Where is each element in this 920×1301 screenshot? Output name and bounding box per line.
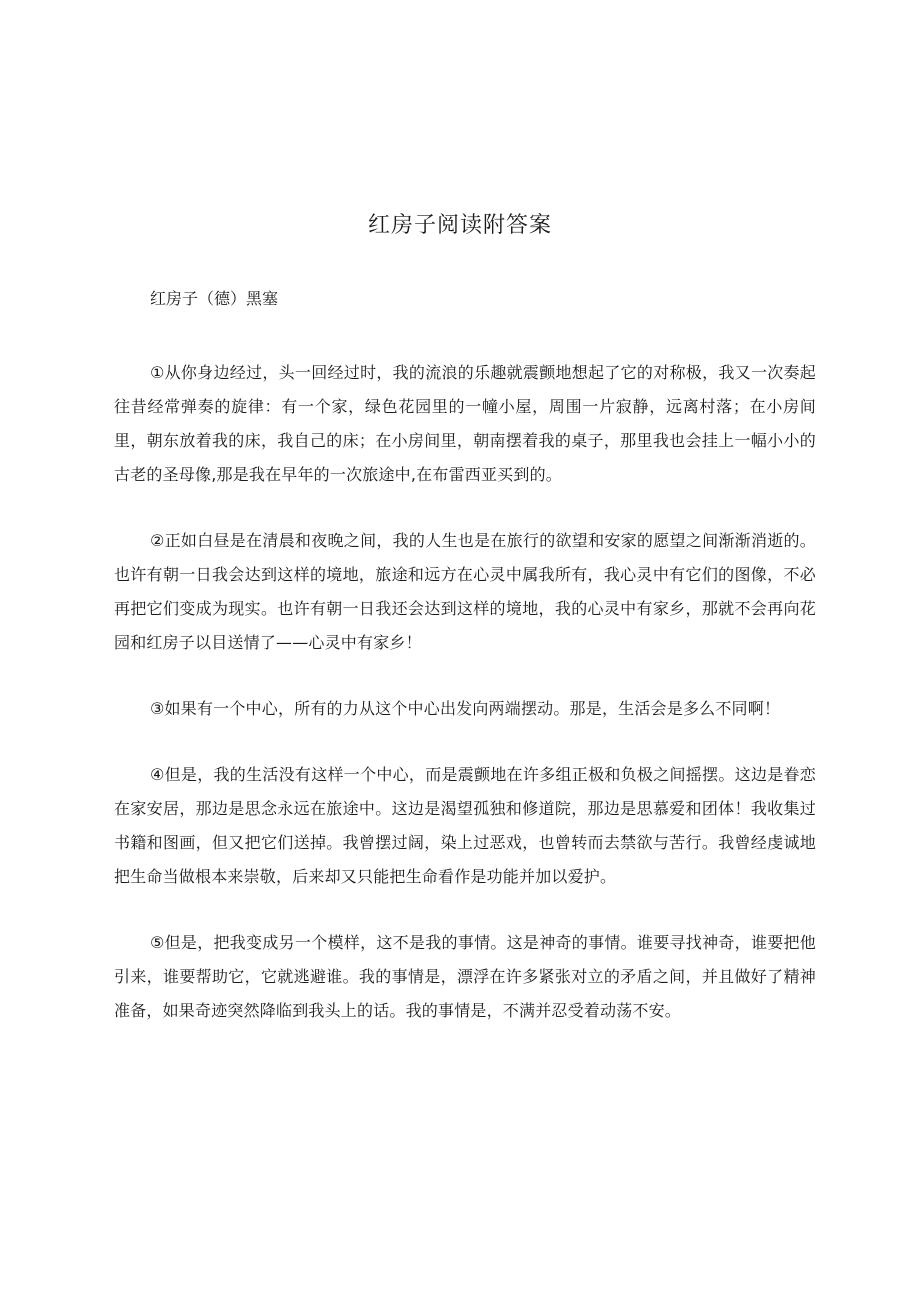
paragraph-3: ③如果有一个中心，所有的力从这个中心出发向两端摆动。那是，生活会是多么不同啊！	[150, 699, 781, 718]
paragraph-4: ④但是，我的生活没有这样一个中心，而是震颤地在许多组正极和负极之间摇摆。这边是眷恋在家安居，那边是思念永远在旅途中。这边是渴望孤独和修道院，那边是思慕爱和团体！我收集过书籍和图画，但又把它们送掉。我曾摆过阔，染上过恶戏，也曾转而去禁欲与苦行。我曾经虔诚地把生命当做根本来崇敬，后来却又只能把生命看作是功能并加以爱护。	[114, 765, 816, 886]
paragraph-2: ②正如白昼是在清晨和夜晚之间，我的人生也是在旅行的欲望和安家的愿望之间渐渐消逝的。也许有朝一日我会达到这样的境地，旅途和远方在心灵中属我所有，我心灵中有它们的图像，不必再把它们变成为现实。也许有朝一日我还会达到这样的境地，我的心灵中有家乡，那就不会再向花园和红房子以目送情了——心灵中有家乡！	[114, 531, 816, 652]
paragraph-5: ⑤但是，把我变成另一个模样，这不是我的事情。这是神奇的事情。谁要寻找神奇，谁要把他引来，谁要帮助它，它就逃避谁。我的事情是，漂浮在许多紧张对立的矛盾之间，并且做好了精神准备，如果奇迹突然降临到我头上的话。我的事情是，不满并忍受着动荡不安。	[114, 933, 816, 1020]
document-body	[114, 356, 816, 1060]
author-byline: 红房子（德）黑塞	[150, 289, 279, 308]
paragraph-1: ①从你身边经过，头一回经过时，我的流浪的乐趣就震颤地想起了它的对称极，我又一次奏起往昔经常弹奏的旋律：有一个家，绿色花园里的一幢小屋，周围一片寂静，远离村落；在小房间里，朝东放着我的床，我自己的床；在小房间里，朝南摆着我的桌子，那里我也会挂上一幅小小的古老的圣母像,那是我在早年的一次旅途中,在布雷西亚买到的。	[114, 363, 816, 484]
document-title: 红房子阅读附答案	[367, 213, 552, 238]
